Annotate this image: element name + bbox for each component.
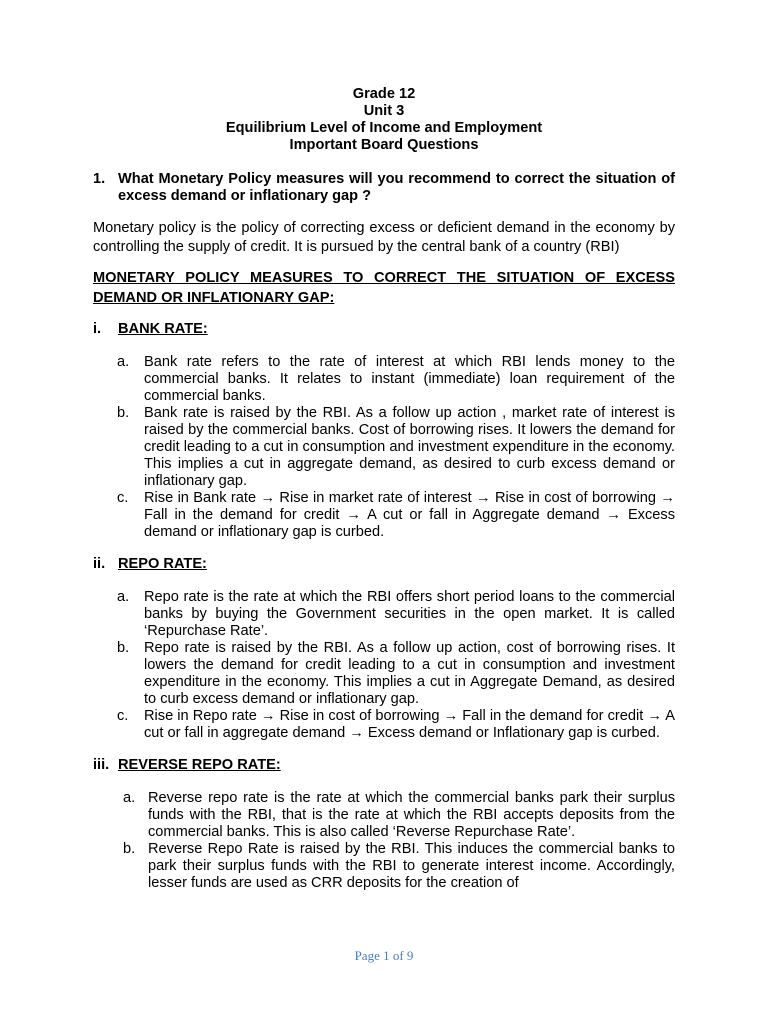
item-text: Repo rate is raised by the RBI. As a follow up action, cost of borrowing rises. It lowers the demand for credit leading to a cut in consumption and investment expenditure in the economy. This implies a cut in Aggregate Demand, as desired to curb excess demand or inflationary gap. — [144, 640, 675, 707]
item-letter: a. — [117, 354, 130, 370]
item-letter: a. — [117, 589, 130, 605]
item-text: Reverse Repo Rate is raised by the RBI. This induces the commercial banks to park their surplus funds with the RBI to generate interest income. Accordingly, lesser funds are used as CRR deposits for the creation of — [148, 841, 675, 891]
section-heading-bank-rate — [93, 321, 675, 338]
section-number: ii. — [93, 556, 106, 572]
page-number: Page 1 of 9 — [354, 948, 414, 963]
item-letter: b. — [117, 405, 130, 421]
main-heading: MONETARY POLICY MEASURES TO CORRECT THE SITUATION OF EXCESS DEMAND OR INFLATIONARY GAP: — [93, 270, 675, 306]
item-letter: c. — [117, 708, 129, 724]
item-text: Rise in Bank rate → Rise in market rate of interest → Rise in cost of borrowing → Fall in the demand for credit → A cut or fall in Aggregate demand → Excess demand or inflationary gap is curbed. — [144, 490, 675, 540]
list-item — [93, 490, 675, 541]
item-text: Reverse repo rate is the rate at which the commercial banks park their surplus funds with the RBI, that is the rate at which the RBI accepts deposits from the commercial banks. This is also called ‘Reverse Repurchase Rate’. — [148, 790, 675, 840]
section-number: iii. — [93, 757, 110, 773]
section-heading-repo-rate — [93, 556, 675, 573]
question-number: 1. — [93, 171, 106, 187]
list-item — [93, 405, 675, 490]
list-item — [93, 640, 675, 708]
list-item — [93, 790, 675, 841]
intro-paragraph: Monetary policy is the policy of correcting excess or deficient demand in the economy by controlling the supply of credit. It is pursued by the central bank of a country (RBI) — [93, 220, 675, 255]
title-block — [93, 86, 675, 154]
chapter-title: Equilibrium Level of Income and Employment — [225, 120, 543, 136]
item-letter: b. — [123, 841, 136, 857]
section-number: i. — [93, 321, 102, 337]
item-letter: a. — [123, 790, 136, 806]
item-text: Bank rate refers to the rate of interest at which RBI lends money to the commercial banks. It relates to instant (immediate) loan requirement of the commercial banks. — [144, 354, 675, 404]
section-heading-reverse-repo-rate — [93, 757, 675, 774]
unit-title: Unit 3 — [363, 103, 405, 119]
section-list-reverse-repo-rate — [93, 790, 675, 892]
item-letter: b. — [117, 640, 130, 656]
item-text: Repo rate is the rate at which the RBI offers short period loans to the commercial banks by buying the Government securities in the open market. It is called ‘Repurchase Rate’. — [144, 589, 675, 639]
subtitle: Important Board Questions — [289, 137, 479, 153]
grade-title: Grade 12 — [352, 86, 416, 102]
section-list-repo-rate — [93, 589, 675, 742]
item-text: Rise in Repo rate → Rise in cost of borrowing → Fall in the demand for credit → A cut or fall in aggregate demand → Excess demand or Inflationary gap is curbed. — [144, 708, 675, 741]
section-list-bank-rate — [93, 354, 675, 541]
list-item — [93, 708, 675, 742]
question-1 — [93, 171, 675, 205]
list-item — [93, 589, 675, 640]
section-title: REPO RATE: — [118, 556, 207, 572]
document-page — [93, 86, 675, 892]
list-item — [93, 841, 675, 892]
list-item — [93, 354, 675, 405]
section-title: REVERSE REPO RATE: — [118, 757, 281, 773]
item-text: Bank rate is raised by the RBI. As a follow up action , market rate of interest is raised by the commercial banks. Cost of borrowing rises. It lowers the demand for credit leading to a cut in consumption and investment expenditure in the economy. This implies a cut in aggregate demand, as desired to curb excess demand or inflationary gap. — [144, 405, 675, 489]
question-text: What Monetary Policy measures will you recommend to correct the situation of excess demand or inflationary gap ? — [118, 171, 675, 204]
item-letter: c. — [117, 490, 129, 506]
section-title: BANK RATE: — [118, 321, 208, 337]
